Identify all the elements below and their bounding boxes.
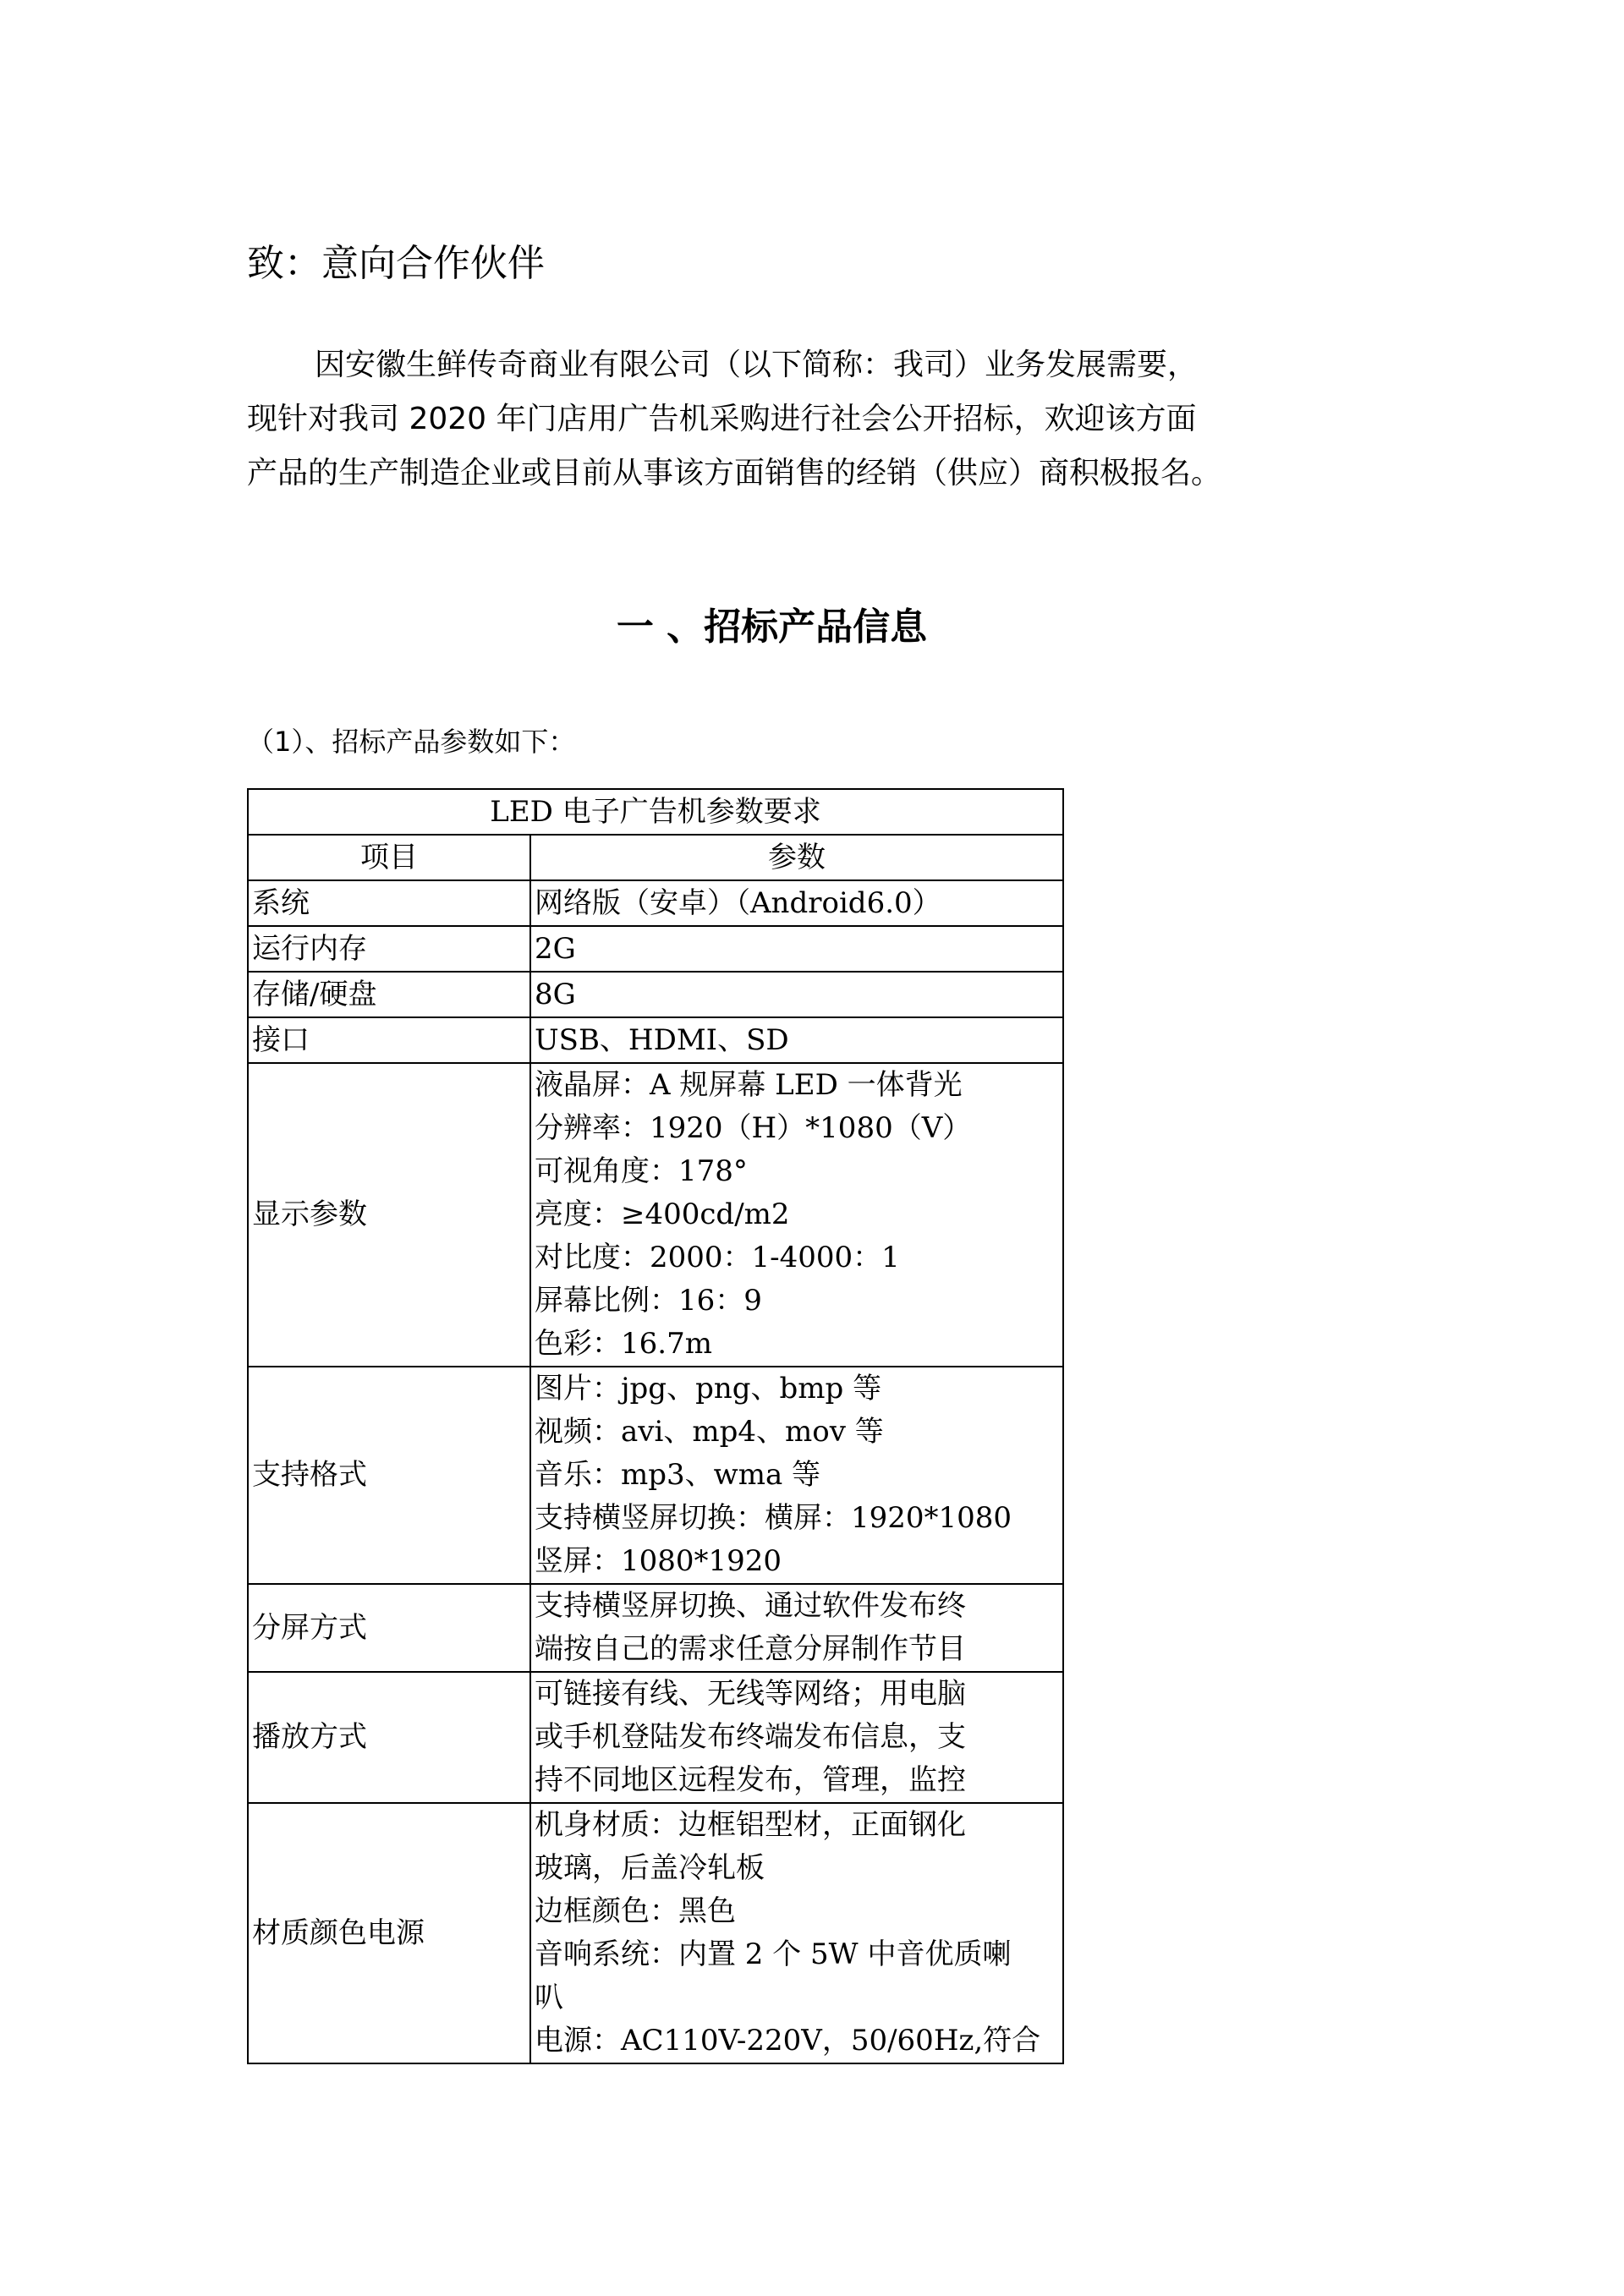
table-row — [248, 1584, 1063, 1672]
param-line: 可链接有线、无线等网络；用电脑 — [535, 1677, 966, 1711]
row-item: 显示参数 — [248, 1063, 530, 1367]
param-line: 音乐：mp3、wma 等 — [535, 1458, 821, 1492]
param-line: 液晶屏：A 规屏幕 LED 一体背光 — [535, 1068, 963, 1102]
param-line: 音响系统：内置 2 个 5W 中音优质喇 — [535, 1937, 1012, 1971]
row-params: 8G — [530, 972, 1063, 1017]
row-params — [530, 1584, 1063, 1672]
row-params: 2G — [530, 926, 1063, 972]
table-header-row — [248, 835, 1063, 880]
param-line: 玻璃，后盖冷轧板 — [535, 1851, 765, 1885]
row-item: 材质颜色电源 — [248, 1803, 530, 2063]
table-row — [248, 926, 1063, 972]
param-line: 图片：jpg、png、bmp 等 — [535, 1372, 882, 1406]
param-line: 视频：avi、mp4、mov 等 — [535, 1415, 884, 1449]
row-item: 分屏方式 — [248, 1584, 530, 1672]
row-item: 运行内存 — [248, 926, 530, 972]
param-line: 端按自己的需求任意分屏制作节目 — [535, 1632, 966, 1666]
header-params: 参数 — [530, 835, 1063, 880]
intro-line: 产品的生产制造企业或目前从事该方面销售的经销（供应）商积极报名。 — [247, 456, 1222, 490]
table-title-row — [248, 789, 1063, 835]
table-row — [248, 972, 1063, 1017]
row-params: 网络版（安卓）（Android6.0） — [530, 880, 1063, 926]
table-row — [248, 1672, 1063, 1803]
row-item: 接口 — [248, 1017, 530, 1063]
row-params: USB、HDMI、SD — [530, 1017, 1063, 1063]
param-line: 机身材质：边框铝型材，正面钢化 — [535, 1808, 966, 1842]
intro-paragraph — [247, 338, 1304, 501]
param-line: 持不同地区远程发布，管理，监控 — [535, 1763, 966, 1797]
intro-line: 因安徽生鲜传奇商业有限公司（以下简称：我司）业务发展需要， — [315, 348, 1199, 382]
param-line: 支持横竖屏切换、通过软件发布终 — [535, 1589, 966, 1623]
row-item: 存储/硬盘 — [248, 972, 530, 1017]
header-item: 项目 — [248, 835, 530, 880]
param-line: 亮度：≥400cd/m2 — [535, 1197, 790, 1231]
table-row — [248, 880, 1063, 926]
row-params — [530, 1803, 1063, 2063]
row-item: 系统 — [248, 880, 530, 926]
table-title: LED 电子广告机参数要求 — [248, 789, 1063, 835]
table-row — [248, 1017, 1063, 1063]
row-item: 支持格式 — [248, 1367, 530, 1584]
section-title: 一 、招标产品信息 — [616, 606, 928, 649]
param-line: 叭 — [535, 1981, 563, 2014]
param-line: 分辨率：1920（H）*1080（V） — [535, 1111, 972, 1145]
param-line: 可视角度：178° — [535, 1154, 748, 1188]
row-item: 播放方式 — [248, 1672, 530, 1803]
row-params — [530, 1063, 1063, 1367]
param-line: 或手机登陆发布终端发布信息，支 — [535, 1720, 966, 1754]
salutation: 致：意向合作伙伴 — [247, 242, 545, 285]
param-line: 边框颜色：黑色 — [535, 1894, 736, 1928]
param-line: 电源：AC110V-220V，50/60Hz,符合 — [535, 2024, 1041, 2058]
param-line: 支持横竖屏切换：横屏：1920*1080 — [535, 1501, 1012, 1535]
param-line: 色彩：16.7m — [535, 1327, 712, 1361]
table-row — [248, 1063, 1063, 1367]
parameter-table — [247, 788, 1064, 2064]
table-row — [248, 1367, 1063, 1584]
param-line: 竖屏：1080*1920 — [535, 1544, 782, 1578]
table-row — [248, 1803, 1063, 2063]
param-line: 屏幕比例：16：9 — [535, 1284, 762, 1318]
param-line: 对比度：2000：1-4000：1 — [535, 1241, 900, 1274]
intro-line: 现针对我司 2020 年门店用广告机采购进行社会公开招标，欢迎该方面 — [247, 402, 1197, 436]
table-caption: （1）、招标产品参数如下： — [247, 726, 576, 758]
row-params — [530, 1672, 1063, 1803]
row-params — [530, 1367, 1063, 1584]
